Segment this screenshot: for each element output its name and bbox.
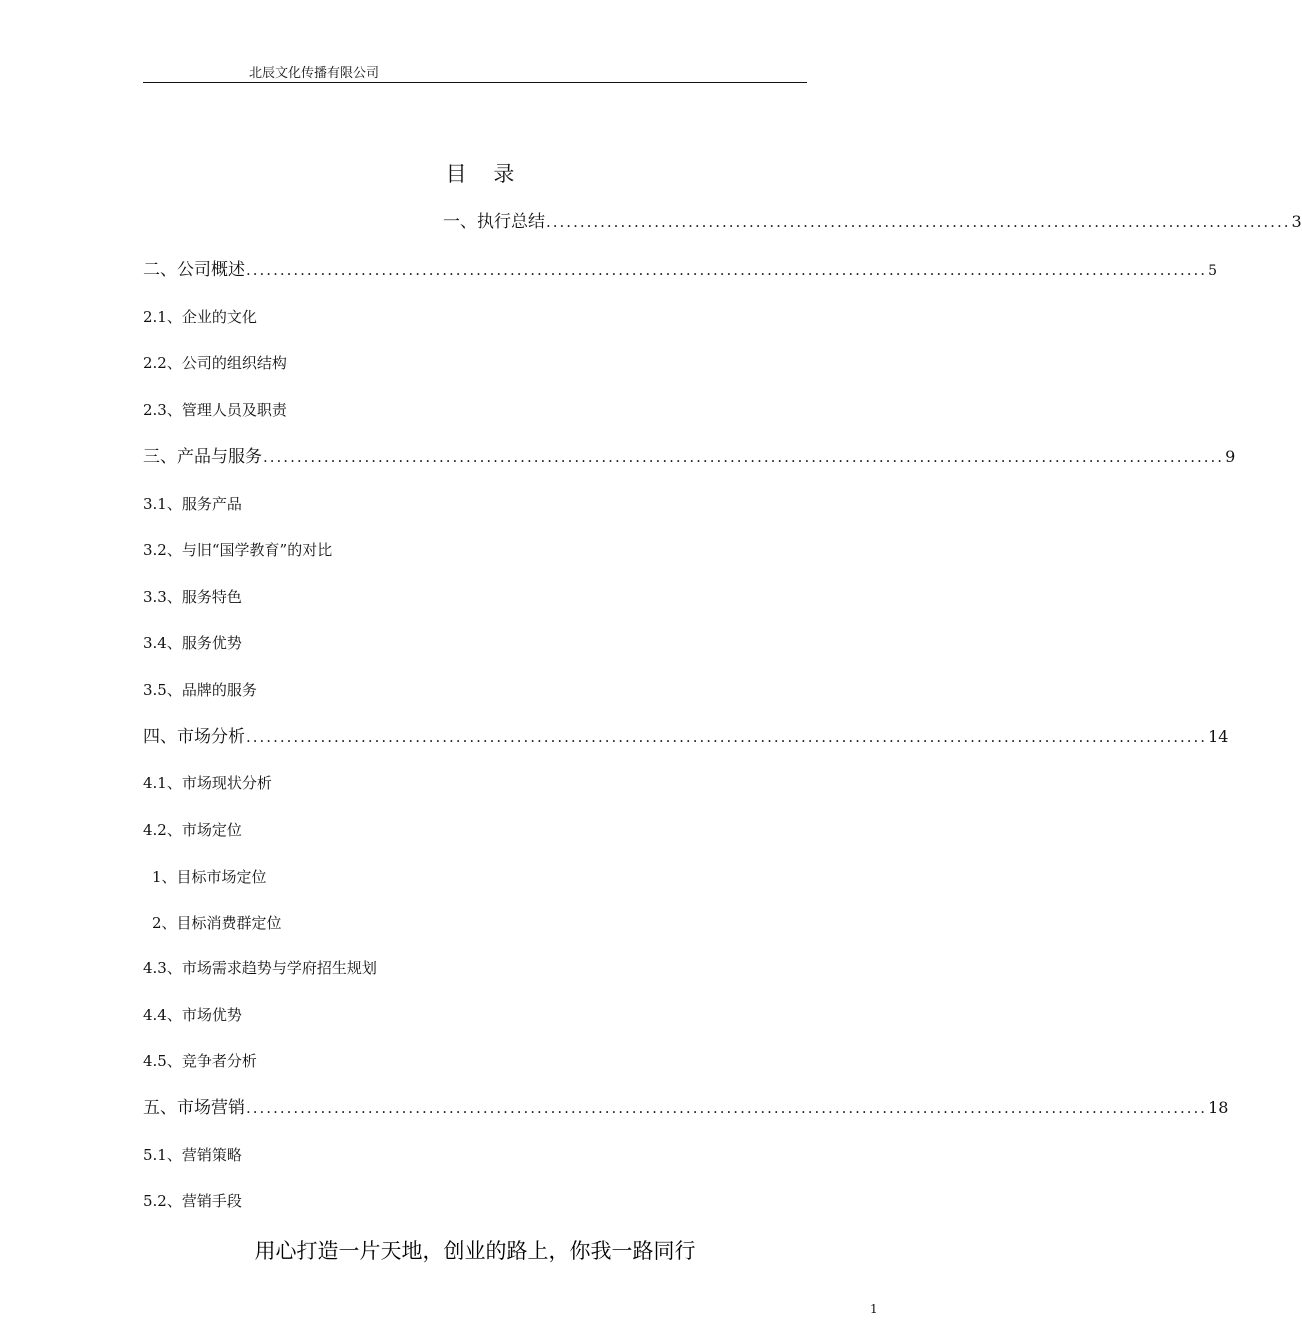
toc-entry-4-3[interactable] [143,957,377,979]
toc-entry-4-2[interactable] [143,819,242,841]
page-number: 1 [870,1302,878,1316]
toc-entry-label: 五、市场营销 [143,1098,245,1118]
toc-entry-label: 4.4、市场优势 [143,1006,242,1024]
toc-entry-label: 1、目标市场定位 [152,868,267,886]
toc-entry-section-5[interactable] [143,1096,1229,1120]
toc-leader-dots: .............................................................................................................................................. [263,448,1225,466]
toc-entry-section-1[interactable] [443,210,1302,234]
toc-entry-4-2-1[interactable] [143,866,267,888]
toc-entry-3-3[interactable] [143,586,242,608]
toc-entry-label: 4.1、市场现状分析 [143,774,272,792]
toc-entry-label: 3.1、服务产品 [143,495,242,513]
toc-entry-5-1[interactable] [143,1144,242,1166]
toc-entry-4-2-2[interactable] [143,912,282,934]
toc-entry-4-4[interactable] [143,1004,242,1026]
toc-entry-3-4[interactable] [143,632,242,654]
toc-entry-label: 4.2、市场定位 [143,821,242,839]
toc-leader-dots: .............................................................................................................................................. [246,261,1208,279]
toc-entry-label: 5.1、营销策略 [143,1146,242,1164]
toc-entry-label: 3.2、与旧“国学教育”的对比 [143,541,333,559]
footer-slogan: 用心打造一片天地，创业的路上，你我一路同行 [254,1239,696,1263]
toc-entry-label: 2.2、公司的组织结构 [143,354,287,372]
toc-entry-label: 四、市场分析 [143,727,245,747]
toc-leader-dots: .............................................................................................................................................. [246,728,1208,746]
toc-entry-4-1[interactable] [143,772,272,794]
toc-entry-label: 3.3、服务特色 [143,588,242,606]
toc-entry-2-3[interactable] [143,399,287,421]
toc-title: 目 录 [445,162,515,186]
toc-entry-4-5[interactable] [143,1050,257,1072]
toc-entry-label: 二、公司概述 [143,260,245,280]
toc-entry-page: 14 [1208,727,1229,746]
toc-entry-5-2[interactable] [143,1190,242,1212]
toc-entry-label: 2.3、管理人员及职责 [143,401,287,419]
toc-entry-page: 5 [1208,263,1217,279]
toc-entry-page: 3 [1291,212,1302,231]
toc-entry-label: 5.2、营销手段 [143,1192,242,1210]
toc-entry-label: 三、产品与服务 [143,447,262,467]
toc-entry-label: 3.4、服务优势 [143,634,242,652]
toc-entry-label: 4.5、竞争者分析 [143,1052,257,1070]
toc-entry-label: 2、目标消费群定位 [152,914,282,932]
header-divider [143,82,807,83]
toc-entry-section-4[interactable] [143,725,1229,749]
toc-entry-2-1[interactable] [143,306,257,328]
toc-entry-page: 18 [1208,1098,1229,1117]
toc-entry-label: 3.5、品牌的服务 [143,681,257,699]
toc-leader-dots: .............................................................................................................................................. [246,1099,1208,1117]
toc-entry-3-2[interactable] [143,539,332,561]
toc-entry-2-2[interactable] [143,352,287,374]
toc-leader-dots: .............................................................................................................. [546,213,1291,231]
toc-entry-page: 9 [1225,447,1236,466]
toc-entry-section-2[interactable] [143,258,1217,283]
toc-entry-label: 4.3、市场需求趋势与学府招生规划 [143,959,377,977]
header-company-name: 北辰文化传播有限公司 [249,66,380,81]
toc-entry-label: 一、执行总结 [443,212,545,232]
toc-entry-3-1[interactable] [143,493,242,515]
toc-entry-3-5[interactable] [143,679,257,701]
toc-entry-label: 2.1、企业的文化 [143,308,257,326]
toc-entry-section-3[interactable] [143,445,1236,469]
